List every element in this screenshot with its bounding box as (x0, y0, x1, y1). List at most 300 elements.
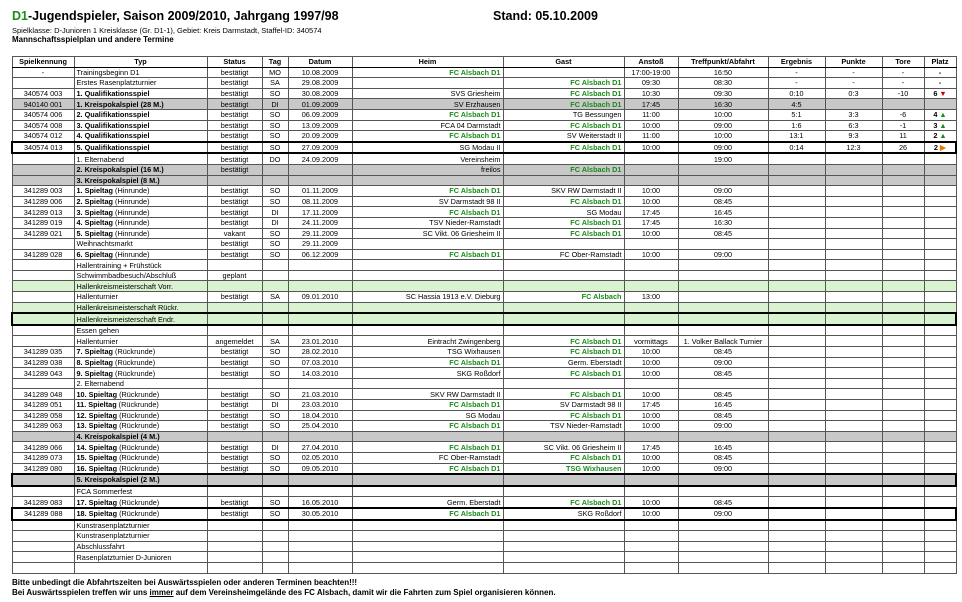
table-row (12, 292, 956, 303)
cell-datum: 01.09.2009 (288, 99, 352, 110)
cell-platz (924, 175, 956, 186)
cell-typ (74, 389, 207, 400)
cell-tore (882, 410, 924, 421)
cell-platz (924, 463, 956, 474)
cell-status: bestätigt (207, 207, 262, 218)
cell-spielkennung (12, 302, 74, 313)
cell-datum: 27.04.2010 (288, 442, 352, 453)
cell-anstoss (624, 281, 678, 292)
cell-anstoss: 17:45 (624, 217, 678, 228)
cell-platz (924, 368, 956, 379)
cell-treffpunkt: 09:00 (678, 142, 768, 154)
cell-anstoss (624, 486, 678, 497)
cell-spielkennung: 341289 006 (12, 196, 74, 207)
cell-typ (74, 217, 207, 228)
typ-text: (Rückrunde) (117, 421, 160, 431)
cell-platz (924, 228, 956, 239)
cell-punkte (825, 442, 882, 453)
cell-anstoss: 10:00 (624, 347, 678, 358)
cell-datum: 17.11.2009 (288, 207, 352, 218)
table-row (12, 249, 956, 260)
cell-typ (74, 325, 207, 336)
cell-treffpunkt (678, 520, 768, 531)
cell-status (207, 302, 262, 313)
cell-heim: Germ. Eberstadt (352, 497, 503, 508)
cell-typ (74, 508, 207, 520)
cell-gast: FC Alsbach D1 (503, 410, 624, 421)
cell-status: bestätigt (207, 357, 262, 368)
cell-anstoss (624, 562, 678, 573)
column-header: Anstoß (624, 57, 678, 68)
typ-bold: 10. Spieltag (76, 389, 118, 399)
cell-datum: 16.05.2010 (288, 497, 352, 508)
cell-ergebnis (768, 239, 825, 250)
cell-anstoss: 10:00 (624, 196, 678, 207)
cell-typ (74, 260, 207, 271)
cell-ergebnis (768, 400, 825, 411)
typ-bold: 2. Spieltag (76, 197, 113, 207)
cell-ergebnis: 5:1 (768, 109, 825, 120)
cell-treffpunkt: 09:00 (678, 508, 768, 520)
column-header: Platz (924, 57, 956, 68)
cell-status: bestätigt (207, 421, 262, 432)
cell-platz (924, 142, 956, 154)
cell-punkte (825, 431, 882, 442)
cell-gast: FC Alsbach D1 (503, 164, 624, 175)
cell-treffpunkt: 16:50 (678, 67, 768, 78)
cell-punkte: - (825, 67, 882, 78)
cell-heim: FC Alsbach D1 (352, 131, 503, 142)
cell-heim: SC Hassia 1913 e.V. Dieburg (352, 292, 503, 303)
cell-tore: 26 (882, 142, 924, 154)
table-row (12, 153, 956, 164)
cell-datum: 27.09.2009 (288, 142, 352, 154)
cell-ergebnis (768, 452, 825, 463)
cell-platz (924, 153, 956, 164)
cell-typ (74, 421, 207, 432)
cell-tag (262, 281, 288, 292)
cell-heim (352, 378, 503, 389)
title-prefix: D1 (12, 9, 28, 23)
table-row (12, 67, 956, 78)
table-row (12, 357, 956, 368)
cell-heim: TSG Wixhausen (352, 347, 503, 358)
cell-anstoss (624, 153, 678, 164)
cell-status: bestätigt (207, 186, 262, 197)
cell-ergebnis (768, 421, 825, 432)
cell-ergebnis (768, 531, 825, 542)
cell-status (207, 175, 262, 186)
typ-text: (Hinrunde) (113, 207, 150, 217)
cell-tag (262, 552, 288, 563)
cell-spielkennung: 341289 043 (12, 368, 74, 379)
typ-text: (Hinrunde) (113, 218, 150, 228)
column-header: Ergebnis (768, 57, 825, 68)
cell-datum (288, 260, 352, 271)
cell-spielkennung (12, 431, 74, 442)
cell-heim: FC Alsbach D1 (352, 186, 503, 197)
cell-typ (74, 109, 207, 120)
typ-text: (Hinrunde) (113, 228, 150, 238)
column-header: Status (207, 57, 262, 68)
cell-spielkennung (12, 270, 74, 281)
cell-heim: SG Modau (352, 410, 503, 421)
cell-platz (924, 131, 956, 142)
cell-platz (924, 442, 956, 453)
cell-ergebnis (768, 207, 825, 218)
cell-tag: SO (262, 249, 288, 260)
cell-heim (352, 431, 503, 442)
cell-tore (882, 217, 924, 228)
cell-gast (503, 531, 624, 542)
cell-spielkennung: 341289 019 (12, 217, 74, 228)
cell-punkte: - (825, 78, 882, 89)
cell-gast: FC Alsbach D1 (503, 347, 624, 358)
cell-gast: FC Alsbach D1 (503, 99, 624, 110)
cell-datum (288, 281, 352, 292)
cell-spielkennung (12, 531, 74, 542)
cell-gast (503, 431, 624, 442)
cell-ergebnis (768, 410, 825, 421)
cell-status (207, 531, 262, 542)
typ-bold: 5. Spieltag (76, 228, 113, 238)
typ-bold: 12. Spieltag (76, 410, 118, 420)
cell-status (207, 562, 262, 573)
cell-typ (74, 357, 207, 368)
table-row (12, 78, 956, 89)
arrow-up-icon: ▲ (939, 120, 947, 130)
cell-tag: MO (262, 67, 288, 78)
cell-tore (882, 239, 924, 250)
cell-ergebnis: - (768, 67, 825, 78)
cell-anstoss: 09:30 (624, 78, 678, 89)
platz-value: 2 (933, 143, 938, 153)
table-row (12, 520, 956, 531)
arrow-down-icon: ▼ (939, 89, 947, 99)
cell-ergebnis (768, 520, 825, 531)
cell-ergebnis (768, 217, 825, 228)
cell-gast (503, 474, 624, 486)
cell-punkte (825, 207, 882, 218)
cell-punkte (825, 186, 882, 197)
column-header: Tore (882, 57, 924, 68)
cell-tag: SO (262, 196, 288, 207)
cell-anstoss: 10:30 (624, 88, 678, 99)
cell-status: bestätigt (207, 463, 262, 474)
cell-typ (74, 442, 207, 453)
table-row (12, 325, 956, 336)
cell-datum (288, 164, 352, 175)
arrow-up-icon: ▲ (939, 131, 947, 141)
cell-spielkennung (12, 239, 74, 250)
cell-punkte (825, 508, 882, 520)
cell-spielkennung: 340574 003 (12, 88, 74, 99)
cell-tag: SO (262, 120, 288, 131)
cell-punkte (825, 520, 882, 531)
table-row (12, 336, 956, 347)
cell-status: bestätigt (207, 400, 262, 411)
cell-platz (924, 497, 956, 508)
cell-status: bestätigt (207, 109, 262, 120)
cell-anstoss (624, 164, 678, 175)
cell-tore (882, 302, 924, 313)
table-row (12, 531, 956, 542)
cell-status: bestätigt (207, 78, 262, 89)
cell-anstoss: 10:00 (624, 120, 678, 131)
table-row (12, 400, 956, 411)
cell-tag (262, 531, 288, 542)
cell-tag (262, 520, 288, 531)
cell-status: bestätigt (207, 153, 262, 164)
cell-tag (262, 325, 288, 336)
cell-punkte (825, 228, 882, 239)
table-row (12, 270, 956, 281)
cell-platz (924, 508, 956, 520)
cell-heim: FC Alsbach D1 (352, 249, 503, 260)
cell-tore (882, 325, 924, 336)
cell-status: bestätigt (207, 196, 262, 207)
cell-ergebnis (768, 552, 825, 563)
cell-tore (882, 281, 924, 292)
cell-typ (74, 431, 207, 442)
cell-typ (74, 562, 207, 573)
cell-status: vakant (207, 228, 262, 239)
cell-anstoss: 10:00 (624, 357, 678, 368)
cell-heim: FC Alsbach D1 (352, 421, 503, 432)
cell-gast: FC Alsbach D1 (503, 142, 624, 154)
cell-gast (503, 562, 624, 573)
cell-gast (503, 378, 624, 389)
cell-heim (352, 552, 503, 563)
cell-datum (288, 325, 352, 336)
cell-heim (352, 260, 503, 271)
cell-tore (882, 175, 924, 186)
cell-tag: SO (262, 228, 288, 239)
cell-anstoss: 10:00 (624, 249, 678, 260)
cell-anstoss: 17:45 (624, 442, 678, 453)
cell-tore (882, 249, 924, 260)
stand-date: Stand: 05.10.2009 (493, 9, 598, 23)
table-header-row (12, 57, 956, 68)
cell-punkte (825, 410, 882, 421)
typ-text: Hallenturnier (76, 336, 118, 346)
cell-status: bestätigt (207, 99, 262, 110)
cell-treffpunkt (678, 281, 768, 292)
footer-note (12, 578, 556, 598)
cell-anstoss: 17:45 (624, 400, 678, 411)
typ-bold: 2. Qualifikationsspiel (76, 110, 150, 120)
cell-spielkennung (12, 552, 74, 563)
cell-treffpunkt (678, 474, 768, 486)
table-row (12, 508, 956, 520)
table-row (12, 486, 956, 497)
cell-punkte (825, 486, 882, 497)
cell-gast (503, 552, 624, 563)
cell-spielkennung: 340574 008 (12, 120, 74, 131)
cell-spielkennung (12, 474, 74, 486)
cell-heim: FC Alsbach D1 (352, 109, 503, 120)
cell-platz (924, 120, 956, 131)
cell-tag: SA (262, 336, 288, 347)
cell-platz (924, 292, 956, 303)
cell-heim: FC Alsbach D1 (352, 357, 503, 368)
cell-tore (882, 421, 924, 432)
cell-punkte (825, 249, 882, 260)
column-header: Gast (503, 57, 624, 68)
cell-status: bestätigt (207, 249, 262, 260)
cell-treffpunkt (678, 292, 768, 303)
cell-datum: 14.03.2010 (288, 368, 352, 379)
cell-status: bestätigt (207, 131, 262, 142)
cell-status (207, 281, 262, 292)
league-info: Spielklasse: D-Junioren 1 Kreisklasse (Gr. D1-1), Gebiet: Kreis Darmstadt, Staffel-ID: 340574 (12, 26, 322, 35)
arrow-up-icon: ▲ (939, 110, 947, 120)
cell-punkte (825, 336, 882, 347)
cell-treffpunkt (678, 325, 768, 336)
typ-text: Hallenkreismeisterschaft Rückr. (76, 302, 179, 312)
cell-punkte (825, 541, 882, 552)
typ-bold: 5. Qualifikationsspiel (76, 143, 150, 153)
typ-bold: 5. Kreispokalspiel (2 M.) (76, 475, 160, 485)
cell-status (207, 431, 262, 442)
cell-tore (882, 508, 924, 520)
cell-gast: FC Alsbach D1 (503, 196, 624, 207)
cell-tag: SO (262, 508, 288, 520)
cell-anstoss: 10:00 (624, 368, 678, 379)
cell-ergebnis (768, 249, 825, 260)
cell-treffpunkt: 16:45 (678, 400, 768, 411)
table-row (12, 541, 956, 552)
cell-gast: FC Alsbach (503, 292, 624, 303)
column-header: Treffpunkt/Abfahrt (678, 57, 768, 68)
platz-value: - (938, 78, 942, 88)
cell-tag: SO (262, 186, 288, 197)
cell-typ (74, 142, 207, 154)
cell-platz (924, 67, 956, 78)
cell-typ (74, 164, 207, 175)
cell-heim (352, 239, 503, 250)
cell-spielkennung: 341289 035 (12, 347, 74, 358)
cell-heim: SVS Griesheim (352, 88, 503, 99)
column-header: Spielkennung (12, 57, 74, 68)
cell-status: bestätigt (207, 142, 262, 154)
cell-typ (74, 186, 207, 197)
cell-typ (74, 336, 207, 347)
cell-tag: SO (262, 463, 288, 474)
cell-punkte (825, 497, 882, 508)
cell-tore (882, 378, 924, 389)
column-header: Tag (262, 57, 288, 68)
cell-platz (924, 88, 956, 99)
cell-spielkennung (12, 313, 74, 325)
cell-status (207, 313, 262, 325)
cell-tore: -1 (882, 120, 924, 131)
cell-tag: DI (262, 400, 288, 411)
cell-anstoss: 11:00 (624, 109, 678, 120)
cell-punkte (825, 421, 882, 432)
cell-tag: SO (262, 347, 288, 358)
cell-datum: 06.12.2009 (288, 249, 352, 260)
cell-gast (503, 302, 624, 313)
cell-ergebnis: - (768, 78, 825, 89)
cell-heim (352, 175, 503, 186)
cell-anstoss: 10:00 (624, 142, 678, 154)
cell-ergebnis (768, 497, 825, 508)
cell-tag: DI (262, 442, 288, 453)
cell-treffpunkt: 08:45 (678, 347, 768, 358)
cell-treffpunkt: 08:45 (678, 410, 768, 421)
cell-anstoss (624, 378, 678, 389)
typ-text: (Hinrunde) (113, 197, 150, 207)
typ-text: (Rückrunde) (117, 453, 160, 463)
typ-bold: 14. Spieltag (76, 442, 118, 452)
cell-gast: FC Alsbach D1 (503, 88, 624, 99)
cell-treffpunkt: 16:30 (678, 99, 768, 110)
cell-typ (74, 552, 207, 563)
cell-datum: 21.03.2010 (288, 389, 352, 400)
cell-status: bestätigt (207, 88, 262, 99)
cell-gast (503, 541, 624, 552)
cell-heim: SC Vikt. 06 Griesheim II (352, 228, 503, 239)
cell-gast: FC Alsbach D1 (503, 217, 624, 228)
cell-tore: -10 (882, 88, 924, 99)
cell-punkte (825, 239, 882, 250)
cell-ergebnis: 4:5 (768, 99, 825, 110)
cell-punkte (825, 452, 882, 463)
typ-bold: 16. Spieltag (76, 463, 118, 473)
cell-status: bestätigt (207, 164, 262, 175)
cell-tag (262, 270, 288, 281)
cell-tore (882, 520, 924, 531)
cell-punkte (825, 325, 882, 336)
cell-heim (352, 302, 503, 313)
cell-tag (262, 260, 288, 271)
cell-tore (882, 497, 924, 508)
cell-spielkennung (12, 378, 74, 389)
column-header: Punkte (825, 57, 882, 68)
cell-status (207, 474, 262, 486)
cell-datum: 29.11.2009 (288, 228, 352, 239)
cell-tag: DI (262, 217, 288, 228)
cell-platz (924, 541, 956, 552)
cell-spielkennung (12, 164, 74, 175)
cell-ergebnis (768, 196, 825, 207)
cell-ergebnis (768, 368, 825, 379)
cell-gast: FC Alsbach D1 (503, 228, 624, 239)
cell-tag: SO (262, 389, 288, 400)
typ-text: Erstes Rasenplatzturnier (76, 78, 157, 88)
cell-punkte: 12:3 (825, 142, 882, 154)
cell-heim: FC Alsbach D1 (352, 207, 503, 218)
cell-treffpunkt: 08:30 (678, 78, 768, 89)
cell-spielkennung: 341289 083 (12, 497, 74, 508)
cell-tore (882, 164, 924, 175)
cell-ergebnis (768, 270, 825, 281)
table-row (12, 378, 956, 389)
cell-treffpunkt: 08:45 (678, 389, 768, 400)
cell-ergebnis (768, 347, 825, 358)
cell-tore (882, 463, 924, 474)
typ-bold: 8. Spieltag (76, 357, 113, 367)
cell-heim: Eintracht Zwingenberg (352, 336, 503, 347)
cell-punkte (825, 217, 882, 228)
cell-platz (924, 410, 956, 421)
cell-tore (882, 260, 924, 271)
cell-anstoss: 10:00 (624, 228, 678, 239)
cell-platz (924, 347, 956, 358)
cell-typ (74, 541, 207, 552)
table-row (12, 164, 956, 175)
